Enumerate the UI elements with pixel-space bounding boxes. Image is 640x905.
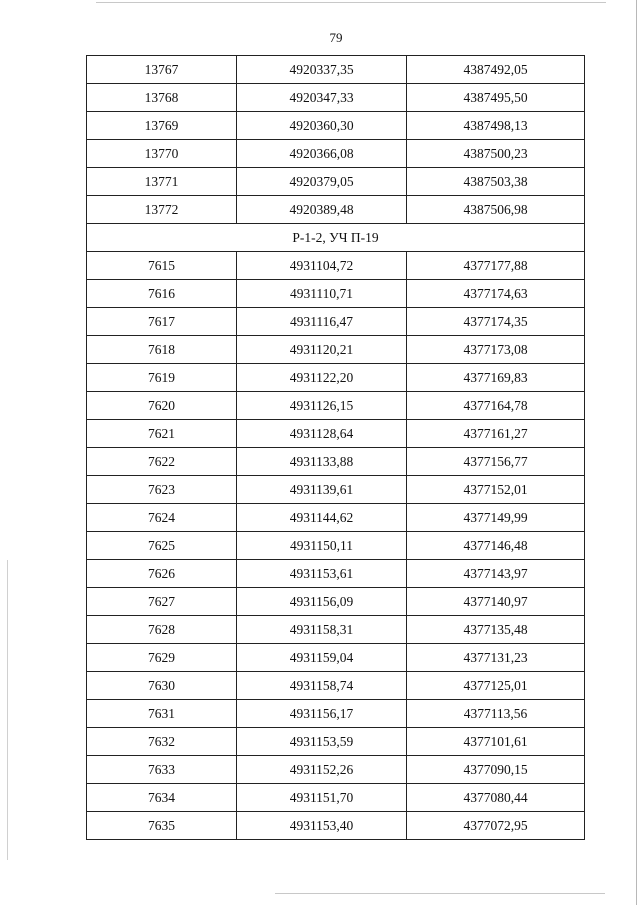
table-row bbox=[87, 784, 585, 812]
table-row bbox=[87, 336, 585, 364]
x-coordinate-cell: 4931133,88 bbox=[237, 448, 407, 476]
x-coordinate-cell: 4931122,20 bbox=[237, 364, 407, 392]
point-number-cell: 7621 bbox=[87, 420, 237, 448]
x-coordinate-cell: 4931158,74 bbox=[237, 672, 407, 700]
y-coordinate-cell: 4377113,56 bbox=[407, 700, 585, 728]
point-number-cell: 7619 bbox=[87, 364, 237, 392]
point-number-cell: 13768 bbox=[87, 84, 237, 112]
x-coordinate-cell: 4931120,21 bbox=[237, 336, 407, 364]
y-coordinate-cell: 4387495,50 bbox=[407, 84, 585, 112]
point-number-cell: 7622 bbox=[87, 448, 237, 476]
point-number-cell: 13767 bbox=[87, 56, 237, 84]
x-coordinate-cell: 4931156,17 bbox=[237, 700, 407, 728]
point-number-cell: 7615 bbox=[87, 252, 237, 280]
point-number-cell: 7626 bbox=[87, 560, 237, 588]
point-number-cell: 13769 bbox=[87, 112, 237, 140]
x-coordinate-cell: 4931126,15 bbox=[237, 392, 407, 420]
table-row bbox=[87, 700, 585, 728]
point-number-cell: 7630 bbox=[87, 672, 237, 700]
table-row bbox=[87, 504, 585, 532]
y-coordinate-cell: 4377152,01 bbox=[407, 476, 585, 504]
y-coordinate-cell: 4377140,97 bbox=[407, 588, 585, 616]
table-row bbox=[87, 392, 585, 420]
table-row bbox=[87, 476, 585, 504]
x-coordinate-cell: 4931104,72 bbox=[237, 252, 407, 280]
scan-edge-right bbox=[636, 0, 637, 905]
y-coordinate-cell: 4377164,78 bbox=[407, 392, 585, 420]
scan-edge-left bbox=[7, 560, 8, 860]
x-coordinate-cell: 4920379,05 bbox=[237, 168, 407, 196]
table-row bbox=[87, 644, 585, 672]
table-row bbox=[87, 252, 585, 280]
table-row bbox=[87, 532, 585, 560]
x-coordinate-cell: 4931159,04 bbox=[237, 644, 407, 672]
coordinates-table bbox=[86, 55, 585, 840]
scan-edge-top bbox=[96, 2, 606, 3]
y-coordinate-cell: 4387498,13 bbox=[407, 112, 585, 140]
x-coordinate-cell: 4920337,35 bbox=[237, 56, 407, 84]
x-coordinate-cell: 4931150,11 bbox=[237, 532, 407, 560]
x-coordinate-cell: 4931153,59 bbox=[237, 728, 407, 756]
point-number-cell: 7616 bbox=[87, 280, 237, 308]
table-row bbox=[87, 84, 585, 112]
y-coordinate-cell: 4377169,83 bbox=[407, 364, 585, 392]
x-coordinate-cell: 4931152,26 bbox=[237, 756, 407, 784]
x-coordinate-cell: 4931158,31 bbox=[237, 616, 407, 644]
table-row bbox=[87, 588, 585, 616]
table-row bbox=[87, 364, 585, 392]
y-coordinate-cell: 4377156,77 bbox=[407, 448, 585, 476]
point-number-cell: 7620 bbox=[87, 392, 237, 420]
point-number-cell: 7631 bbox=[87, 700, 237, 728]
table-row bbox=[87, 560, 585, 588]
point-number-cell: 7628 bbox=[87, 616, 237, 644]
point-number-cell: 7627 bbox=[87, 588, 237, 616]
point-number-cell: 13771 bbox=[87, 168, 237, 196]
table-row bbox=[87, 616, 585, 644]
y-coordinate-cell: 4377177,88 bbox=[407, 252, 585, 280]
point-number-cell: 7635 bbox=[87, 812, 237, 840]
point-number-cell: 7618 bbox=[87, 336, 237, 364]
y-coordinate-cell: 4377101,61 bbox=[407, 728, 585, 756]
y-coordinate-cell: 4387503,38 bbox=[407, 168, 585, 196]
x-coordinate-cell: 4931110,71 bbox=[237, 280, 407, 308]
table-row bbox=[87, 448, 585, 476]
point-number-cell: 7629 bbox=[87, 644, 237, 672]
y-coordinate-cell: 4377173,08 bbox=[407, 336, 585, 364]
y-coordinate-cell: 4377149,99 bbox=[407, 504, 585, 532]
x-coordinate-cell: 4920366,08 bbox=[237, 140, 407, 168]
x-coordinate-cell: 4931116,47 bbox=[237, 308, 407, 336]
table-row bbox=[87, 168, 585, 196]
y-coordinate-cell: 4377135,48 bbox=[407, 616, 585, 644]
y-coordinate-cell: 4377072,95 bbox=[407, 812, 585, 840]
point-number-cell: 7623 bbox=[87, 476, 237, 504]
y-coordinate-cell: 4377080,44 bbox=[407, 784, 585, 812]
y-coordinate-cell: 4387500,23 bbox=[407, 140, 585, 168]
y-coordinate-cell: 4387492,05 bbox=[407, 56, 585, 84]
x-coordinate-cell: 4931128,64 bbox=[237, 420, 407, 448]
table-row bbox=[87, 196, 585, 224]
y-coordinate-cell: 4377143,97 bbox=[407, 560, 585, 588]
x-coordinate-cell: 4920389,48 bbox=[237, 196, 407, 224]
y-coordinate-cell: 4377161,27 bbox=[407, 420, 585, 448]
page-number: 79 bbox=[329, 30, 343, 45]
table-row bbox=[87, 56, 585, 84]
x-coordinate-cell: 4931156,09 bbox=[237, 588, 407, 616]
point-number-cell: 7617 bbox=[87, 308, 237, 336]
y-coordinate-cell: 4387506,98 bbox=[407, 196, 585, 224]
section-header-row bbox=[87, 224, 585, 252]
x-coordinate-cell: 4931153,61 bbox=[237, 560, 407, 588]
y-coordinate-cell: 4377125,01 bbox=[407, 672, 585, 700]
point-number-cell: 7634 bbox=[87, 784, 237, 812]
y-coordinate-cell: 4377174,35 bbox=[407, 308, 585, 336]
scan-edge-bottom bbox=[275, 893, 605, 894]
point-number-cell: 7632 bbox=[87, 728, 237, 756]
point-number-cell: 7633 bbox=[87, 756, 237, 784]
y-coordinate-cell: 4377090,15 bbox=[407, 756, 585, 784]
table-row bbox=[87, 728, 585, 756]
table-row bbox=[87, 420, 585, 448]
table-row bbox=[87, 756, 585, 784]
table-row bbox=[87, 280, 585, 308]
table-row bbox=[87, 140, 585, 168]
table-row bbox=[87, 112, 585, 140]
point-number-cell: 7625 bbox=[87, 532, 237, 560]
x-coordinate-cell: 4931139,61 bbox=[237, 476, 407, 504]
x-coordinate-cell: 4931144,62 bbox=[237, 504, 407, 532]
point-number-cell: 13772 bbox=[87, 196, 237, 224]
table-row bbox=[87, 672, 585, 700]
y-coordinate-cell: 4377146,48 bbox=[407, 532, 585, 560]
y-coordinate-cell: 4377174,63 bbox=[407, 280, 585, 308]
point-number-cell: 13770 bbox=[87, 140, 237, 168]
coordinates-table-body bbox=[87, 56, 585, 840]
x-coordinate-cell: 4920347,33 bbox=[237, 84, 407, 112]
x-coordinate-cell: 4931151,70 bbox=[237, 784, 407, 812]
section-title: Р-1-2, УЧ П-19 bbox=[87, 224, 585, 252]
x-coordinate-cell: 4931153,40 bbox=[237, 812, 407, 840]
table-row bbox=[87, 812, 585, 840]
y-coordinate-cell: 4377131,23 bbox=[407, 644, 585, 672]
x-coordinate-cell: 4920360,30 bbox=[237, 112, 407, 140]
table-row bbox=[87, 308, 585, 336]
point-number-cell: 7624 bbox=[87, 504, 237, 532]
